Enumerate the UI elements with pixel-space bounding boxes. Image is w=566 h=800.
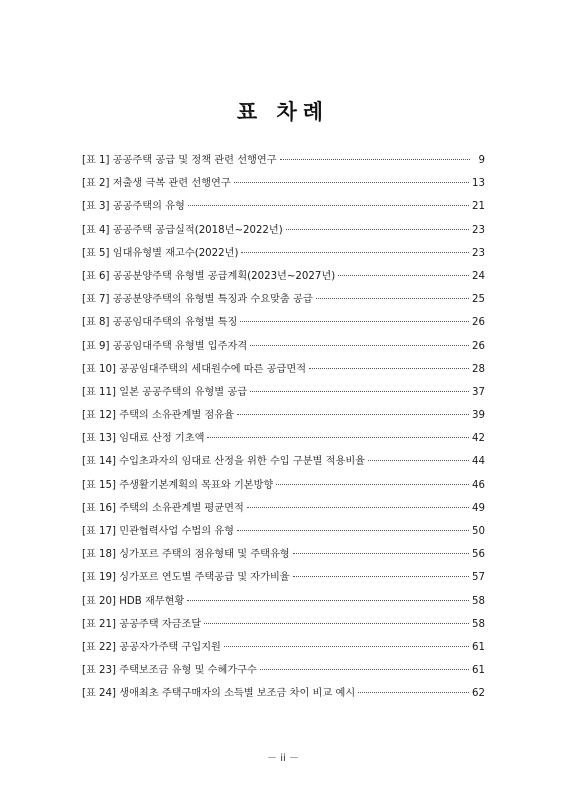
toc-entry-page: 9 [478,155,485,166]
toc-entry[interactable] [82,590,485,613]
toc-entry-label: [표 4] 공공주택 공급실적(2018년~2022년) [82,224,283,236]
toc-entry[interactable] [82,172,485,195]
toc-entry[interactable] [82,474,485,497]
toc-entry-label: [표 8] 공공임대주택의 유형별 특징 [82,317,238,329]
toc-entry-page: 49 [472,502,485,514]
toc-entry-page: 37 [472,386,485,398]
toc-entry[interactable] [82,195,485,218]
toc-entry-page: 42 [472,433,485,445]
toc-entry-label: [표 6] 공공분양주택 유형별 공급계획(2023년~2027년) [82,270,336,282]
toc-entry-page: 26 [472,317,485,329]
toc-entry-page: 23 [472,247,485,259]
toc-entry-page: 13 [472,178,485,190]
table-list [82,149,485,706]
toc-entry-page: 23 [472,224,485,236]
dot-leader [286,228,469,230]
toc-entry-label: [표 12] 주택의 소유관계별 점유율 [82,410,234,422]
toc-entry[interactable] [82,265,485,288]
toc-entry-page: 50 [472,526,485,537]
dot-leader [240,320,469,322]
toc-entry-label: [표 14] 수입초과자의 임대료 산정을 위한 수입 구분별 적용비율 [82,456,366,468]
toc-entry[interactable] [82,404,485,427]
toc-entry[interactable] [82,381,485,404]
dot-leader [207,436,469,438]
toc-entry-label: [표 10] 공공임대주택의 세대원수에 따른 공급면적 [82,363,307,375]
toc-entry-page: 58 [472,618,485,630]
dot-leader [187,599,469,601]
dot-leader [241,251,469,253]
toc-entry-label: [표 5] 임대유형별 재고수(2022년) [82,247,239,259]
dot-leader [250,344,469,346]
toc-entry[interactable] [82,311,485,334]
toc-entry-label: [표 15] 주생활기본계획의 목표와 기본방향 [82,479,274,491]
toc-entry-label: [표 13] 임대료 산정 기초액 [82,433,205,445]
toc-entry-label: [표 22] 공공자가주택 구입지원 [82,641,221,653]
toc-entry-page: 25 [472,294,485,306]
toc-entry-page: 28 [472,363,485,375]
dot-leader [204,622,469,624]
dot-leader [309,367,469,369]
toc-entry-page: 44 [472,456,485,468]
toc-entry-label: [표 1] 공공주택 공급 및 정책 관련 선행연구 [82,155,277,166]
toc-entry-label: [표 21] 공공주택 자금조달 [82,618,202,630]
toc-entry[interactable] [82,288,485,311]
dot-leader [276,483,469,485]
dot-leader [293,575,469,577]
toc-entry-label: [표 18] 싱가포르 주택의 점유형태 및 주택유형 [82,549,290,561]
toc-entry[interactable] [82,520,485,543]
toc-entry[interactable] [82,636,485,659]
toc-entry[interactable] [82,682,485,705]
toc-entry[interactable] [82,242,485,265]
dot-leader [280,158,470,160]
toc-entry-label: [표 23] 주택보조금 유형 및 수혜가구수 [82,665,257,677]
page-title: 표 차례 [236,100,330,124]
toc-entry[interactable] [82,450,485,473]
dot-leader [368,459,469,461]
toc-entry[interactable] [82,613,485,636]
dot-leader [224,645,469,647]
dot-leader [260,668,469,670]
page-number-footer: － ii － [267,753,299,764]
toc-entry[interactable] [82,335,485,358]
dot-leader [316,297,469,299]
toc-entry-label: [표 24] 생애최초 주택구매자의 소득별 보조금 차이 비교 예시 [82,688,356,700]
dot-leader [188,204,469,206]
dot-leader [237,413,469,415]
toc-entry[interactable] [82,219,485,242]
dot-leader [234,181,469,183]
toc-entry-page: 46 [472,479,485,491]
toc-entry-page: 57 [472,572,485,584]
toc-entry-page: 26 [472,340,485,352]
toc-entry-label: [표 17] 민관협력사업 수법의 유형 [82,526,234,537]
toc-entry-label: [표 20] HDB 재무현황 [82,595,185,607]
dot-leader [250,390,469,392]
toc-entry-page: 58 [472,595,485,607]
toc-entry-label: [표 16] 주택의 소유관계별 평균면적 [82,502,244,514]
toc-entry-label: [표 2] 저출생 극복 관련 선행연구 [82,178,231,190]
toc-entry[interactable] [82,566,485,589]
dot-leader [237,529,469,531]
dot-leader [338,274,469,276]
dot-leader [358,691,469,693]
toc-entry-page: 24 [472,270,485,282]
toc-entry-label: [표 3] 공공주택의 유형 [82,201,185,213]
toc-entry-page: 56 [472,549,485,561]
toc-entry[interactable] [82,497,485,520]
toc-entry-page: 39 [472,410,485,422]
toc-entry-page: 61 [472,641,485,653]
dot-leader [293,552,469,554]
toc-entry[interactable] [82,427,485,450]
toc-entry[interactable] [82,149,485,172]
toc-entry[interactable] [82,358,485,381]
toc-entry-label: [표 7] 공공분양주택의 유형별 특징과 수요맞춤 공급 [82,294,313,306]
dot-leader [247,506,469,508]
toc-entry-page: 62 [472,688,485,700]
toc-entry-label: [표 9] 공공임대주택 유형별 입주자격 [82,340,248,352]
toc-entry-page: 21 [472,201,485,213]
toc-entry[interactable] [82,543,485,566]
toc-entry[interactable] [82,659,485,682]
toc-entry-label: [표 11] 일본 공공주택의 유형별 공급 [82,386,248,398]
toc-entry-label: [표 19] 싱가포르 연도별 주택공급 및 자가비율 [82,572,290,584]
toc-entry-page: 61 [472,665,485,677]
